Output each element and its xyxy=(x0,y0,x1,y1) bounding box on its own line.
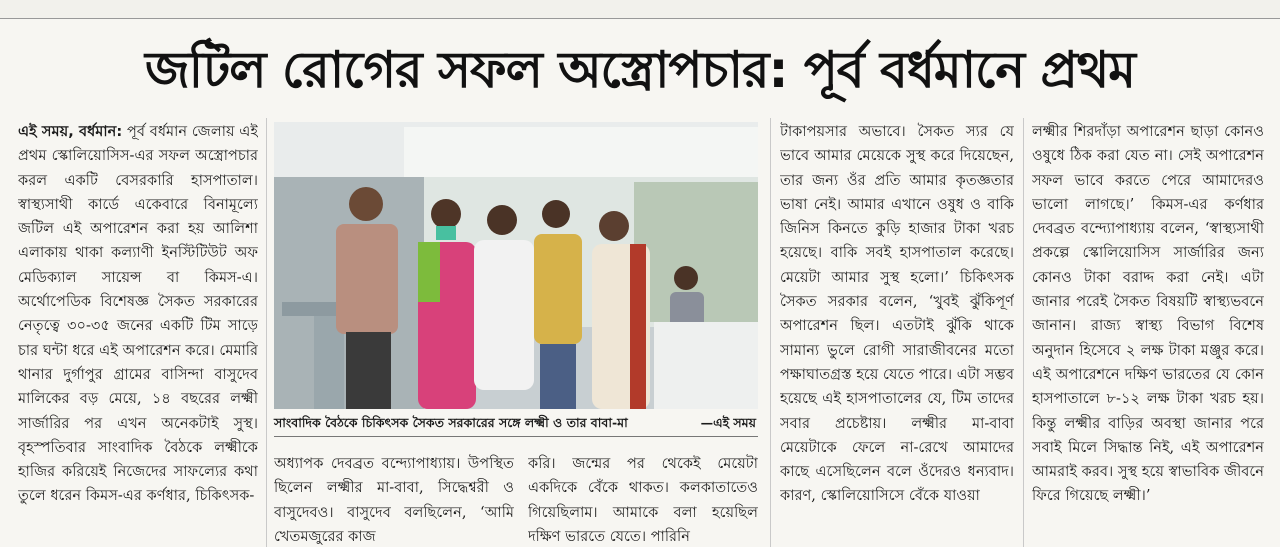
news-photo xyxy=(274,122,758,409)
article-column-4 xyxy=(780,120,1014,545)
column-divider xyxy=(1023,118,1024,547)
article-column-5 xyxy=(1032,120,1264,545)
column-3-text: করি। জন্মের পর থেকেই মেয়েটা একদিকে বেঁকে থাকত। কলকাতাতেও গিয়েছিলাম। আমাকে বলা হয়েছিল দক্ষিণ ভারতে যেতে। পারিনি xyxy=(528,455,758,545)
article-column-1 xyxy=(18,120,258,545)
top-rule xyxy=(0,0,1280,19)
article-column-3 xyxy=(528,452,758,547)
column-divider xyxy=(266,118,267,547)
caption-text: সাংবাদিক বৈঠকে চিকিৎসক সৈকত সরকারের সঙ্গে লক্ষ্মী ও তার বাবা-মা xyxy=(274,415,628,430)
column-5-text: লক্ষ্মীর শিরদাঁড়া অপারেশন ছাড়া কোনও ওষুধে ঠিক করা যেত না। সেই অপারেশন সফল ভাবে করতে পেরে আমাদেরও ভালো লাগছে।’ কিমস-এর কর্ণধার দেবব্রত বন্দ্যোপাধ্যায় বলেন, ‘স্বাস্থ্যসাথী প্রকল্পে স্কোলিয়োসিস সার্জারির জন্য কোনও টাকা বরাদ্দ করা নেই। এটা জানার পরেই সৈকত বিষয়টি স্বাস্থ্যভবনে জানান। রাজ্য স্বাস্থ্য বিভাগ বিশেষ অনুদান হিসেবে ২ লক্ষ টাকা মঞ্জুর করে। এই অপারেশনে দক্ষিণ ভারতের যে কোন হাসপাতালে ৮-১২ লক্ষ টাকা খরচ হয়। কিন্তু লক্ষ্মীর বাড়ির অবস্থা জানার পরে সবাই মিলে সিদ্ধান্ত নিই, এই অপারেশন আমরাই করব। সুস্থ হয়ে স্বাভাবিক জীবনে ফিরে গিয়েছে লক্ষ্মী।’ xyxy=(1032,123,1264,505)
photo-illustration xyxy=(274,122,758,409)
column-1-text: পূর্ব বর্ধমান জেলায় এই প্রথম স্কোলিয়োসিস-এর সফল অস্ত্রোপচার করল একটি বেসরকারি হাসপাতাল। স্বাস্থ্যসাথী কার্ডে একেবারে বিনামূল্যে জটিল এই অপারেশন করা হয় আলিশা এলাকায় থাকা কল্যাণী ইনস্টিটিউট অফ মেডিক্যাল সায়েন্স বা কিমস-এ। অর্থোপেডিক বিশেষজ্ঞ সৈকত সরকারের নেতৃত্বে ৩০-৩৫ জনের একটি টিম সাড়ে চার ঘন্টা ধরে এই অপারেশন করে। মেমারি থানার দুর্গাপুর গ্রামের বাসিন্দা বাসুদেব মালিকের বড় মেয়ে, ১৪ বছরের লক্ষ্মী সার্জারির পর এখন অনেকটাই সুস্থ। বৃহস্পতিবার সাংবাদিক বৈঠকে লক্ষ্মীকে হাজির করিয়েই নিজেদের সাফল্যের কথা তুলে ধরেন কিমস-এর কর্ণধার, চিকিৎসক- xyxy=(18,123,258,505)
headline: জটিল রোগের সফল অস্ত্রোপচার: পূর্ব বর্ধমানে প্রথম xyxy=(145,41,1135,99)
photo-credit: —এই সময় xyxy=(700,415,756,430)
column-divider xyxy=(770,118,771,547)
dateline: এই সময়, বর্ধমান: xyxy=(18,123,123,140)
photo-caption xyxy=(274,410,758,437)
column-2-text: অধ্যাপক দেবব্রত বন্দ্যোপাধ্যায়। উপস্থিত ছিলেন লক্ষ্মীর মা-বাবা, সিদ্ধেশ্বরী ও বাসুদেবও। বাসুদেব বলছিলেন, ‘আমি খেতমজুরের কাজ xyxy=(274,455,514,545)
column-4-text: টাকাপয়সার অভাবে। সৈকত স্যর যে ভাবে আমার মেয়েকে সুস্থ করে দিয়েছেন, তার জন্য ওঁর প্রতি আমার কৃতজ্ঞতার ভাষা নেই। আমার এখানে ওষুধ ও বাকি জিনিস কিনতে কুড়ি হাজার টাকা খরচ হয়েছে। বাকি সবই হাসপাতাল করেছে। মেয়েটা আমার সুস্থ হলো।’ চিকিৎসক সৈকত সরকার বলেন, ‘খুবই ঝুঁকিপূর্ণ অপারেশন ছিল। এতটাই ঝুঁকি থাকে সামান্য ভুলে রোগী সারাজীবনের মতো পক্ষাঘাতগ্রস্ত হয়ে যেতে পারে। এটা সম্ভব হয়েছে এই হাসপাতালের যে, টিম তাদের সবার প্রচেষ্টায়। লক্ষ্মীর মা-বাবা মেয়েটাকে ফেলে না-রেখে আমাদের কাছে এসেছিলেন বলে ওঁদেরও ধন্যবাদ। কারণ, স্কোলিয়োসিসে বেঁকে যাওয়া xyxy=(780,123,1014,505)
article-column-2 xyxy=(274,452,514,547)
